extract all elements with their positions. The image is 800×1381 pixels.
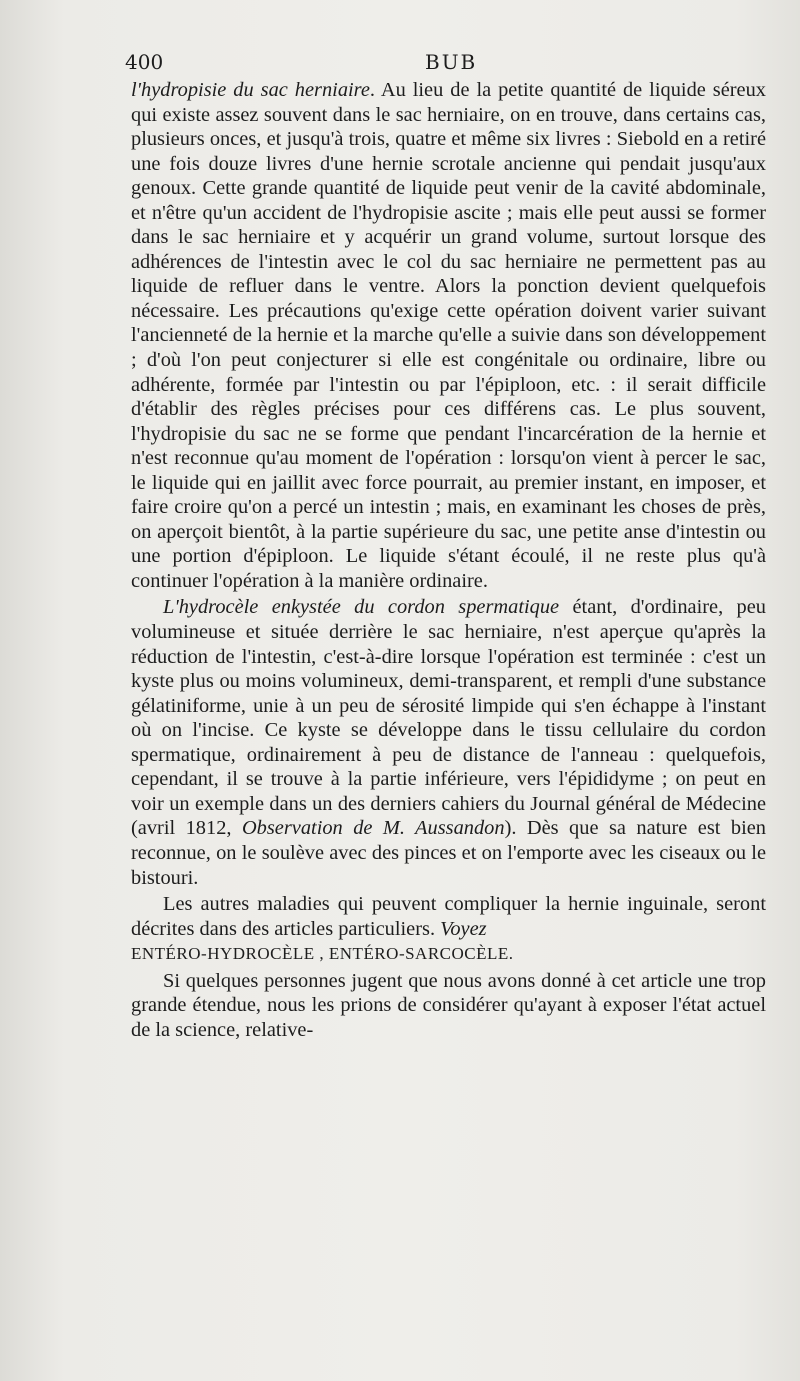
- term-hydropisie-sac: l'hydropisie du sac herniaire: [131, 79, 370, 101]
- paragraph-autres-maladies-text: Les autres maladies qui peuvent compliquer la hernie inguinale, seront décrites dans des articles particuliers.: [131, 893, 766, 940]
- page-number: 400: [125, 50, 164, 74]
- see-also-label: Voyez: [440, 917, 487, 940]
- paragraph-hydropisie-sac-text: . Au lieu de la petite quantité de liquide séreux qui existe assez souvent dans le sac herniaire, on en trouve, dans certains cas, plusieurs onces, et jusqu'à trois, quatre et même six livres : Siebold en a retiré une fois douze livres d'une hernie scrotale ancienne qui pendait jusqu'aux genoux. Cette grande quantité de liquide peut venir de la cavité abdominale, et n'être qu'un accident de l'hydropisie ascite ; mais elle peut aussi se former dans le sac herniaire et y acquérir un grand volume, surtout lorsque des adhérences de l'intestin avec le col du sac herniaire ne permettent pas au liquide de refluer dans le ventre. Alors la ponction devient quelquefois nécessaire. Les précautions qu'exige cette opération doivent varier suivant l'ancienneté de la hernie et la marche qu'elle a suivie dans son développement ; d'où l'on peut conjecturer si elle est congénitale ou ordinaire, libre ou adhérente, formée par l'intestin ou par l'épiploon, etc. : il serait difficile d'établir des règles précises pour ces différens cas. Le plus souvent, l'hydropisie du sac ne se forme que pendant l'incarcération de la hernie et n'est reconnue qu'au moment de l'opération : lorsqu'on vient à percer le sac, le liquide qui en jaillit avec force pourrait, au premier instant, en imposer, et faire croire qu'on a percé un intestin ; mais, en examinant les choses de près, on aperçoit bientôt, à la partie supérieure du sac, une petite anse d'intestin ou une portion d'épiploon. Le liquide s'étant écoulé, il ne reste plus qu'à continuer l'opération à la manière ordinaire.: [131, 79, 766, 592]
- paragraph-autres-maladies: [131, 892, 766, 967]
- paragraph-conclusion: [131, 969, 766, 1043]
- running-head: BUB: [425, 50, 478, 74]
- paragraph-conclusion-text: Si quelques personnes jugent que nous avons donné à cet article une trop grande étendue, nous les prions de considérer qu'ayant à exposer l'état actuel de la science, relative-: [131, 969, 766, 1041]
- body-text: [131, 78, 766, 1042]
- paragraph-hydrocele-text-end: ). Dès que sa nature est bien reconnue, on le soulève avec des pinces et on l'emporte avec les ciseaux ou le bistouri.: [131, 817, 766, 889]
- paragraph-hydrocele-text: étant, d'ordinaire, peu volumineuse et située derrière le sac herniaire, n'est aperçue qu'après la réduction de l'intestin, c'est-à-dire lorsque l'opération est terminée : c'est un kyste plus ou moins volumineux, demi-transparent, et rempli d'une substance gélatiniforme, unie à un peu de sérosité limpide qui s'en échappe à l'instant où on l'incise. Ce kyste se développe dans le tissu cellulaire du cordon spermatique, ordinairement à peu de distance de l'anneau : quelquefois, cependant, il se trouve à la partie inférieure, vers l'épididyme ; on peut en voir un exemple dans un des derniers cahiers du Journal général de Médecine (avril 1812,: [131, 596, 766, 840]
- paragraph-hydropisie-sac: [131, 78, 766, 593]
- paragraph-hydrocele-enkystee: [131, 595, 766, 890]
- term-hydrocele-enkystee: L'hydrocèle enkystée du cordon spermatique: [163, 596, 560, 619]
- cross-references: ENTÉRO-HYDROCÈLE , ENTÉRO-SARCOCÈLE.: [131, 944, 514, 964]
- page-header: [125, 50, 765, 80]
- citation-observation: Observation de M. Aussandon: [241, 817, 505, 840]
